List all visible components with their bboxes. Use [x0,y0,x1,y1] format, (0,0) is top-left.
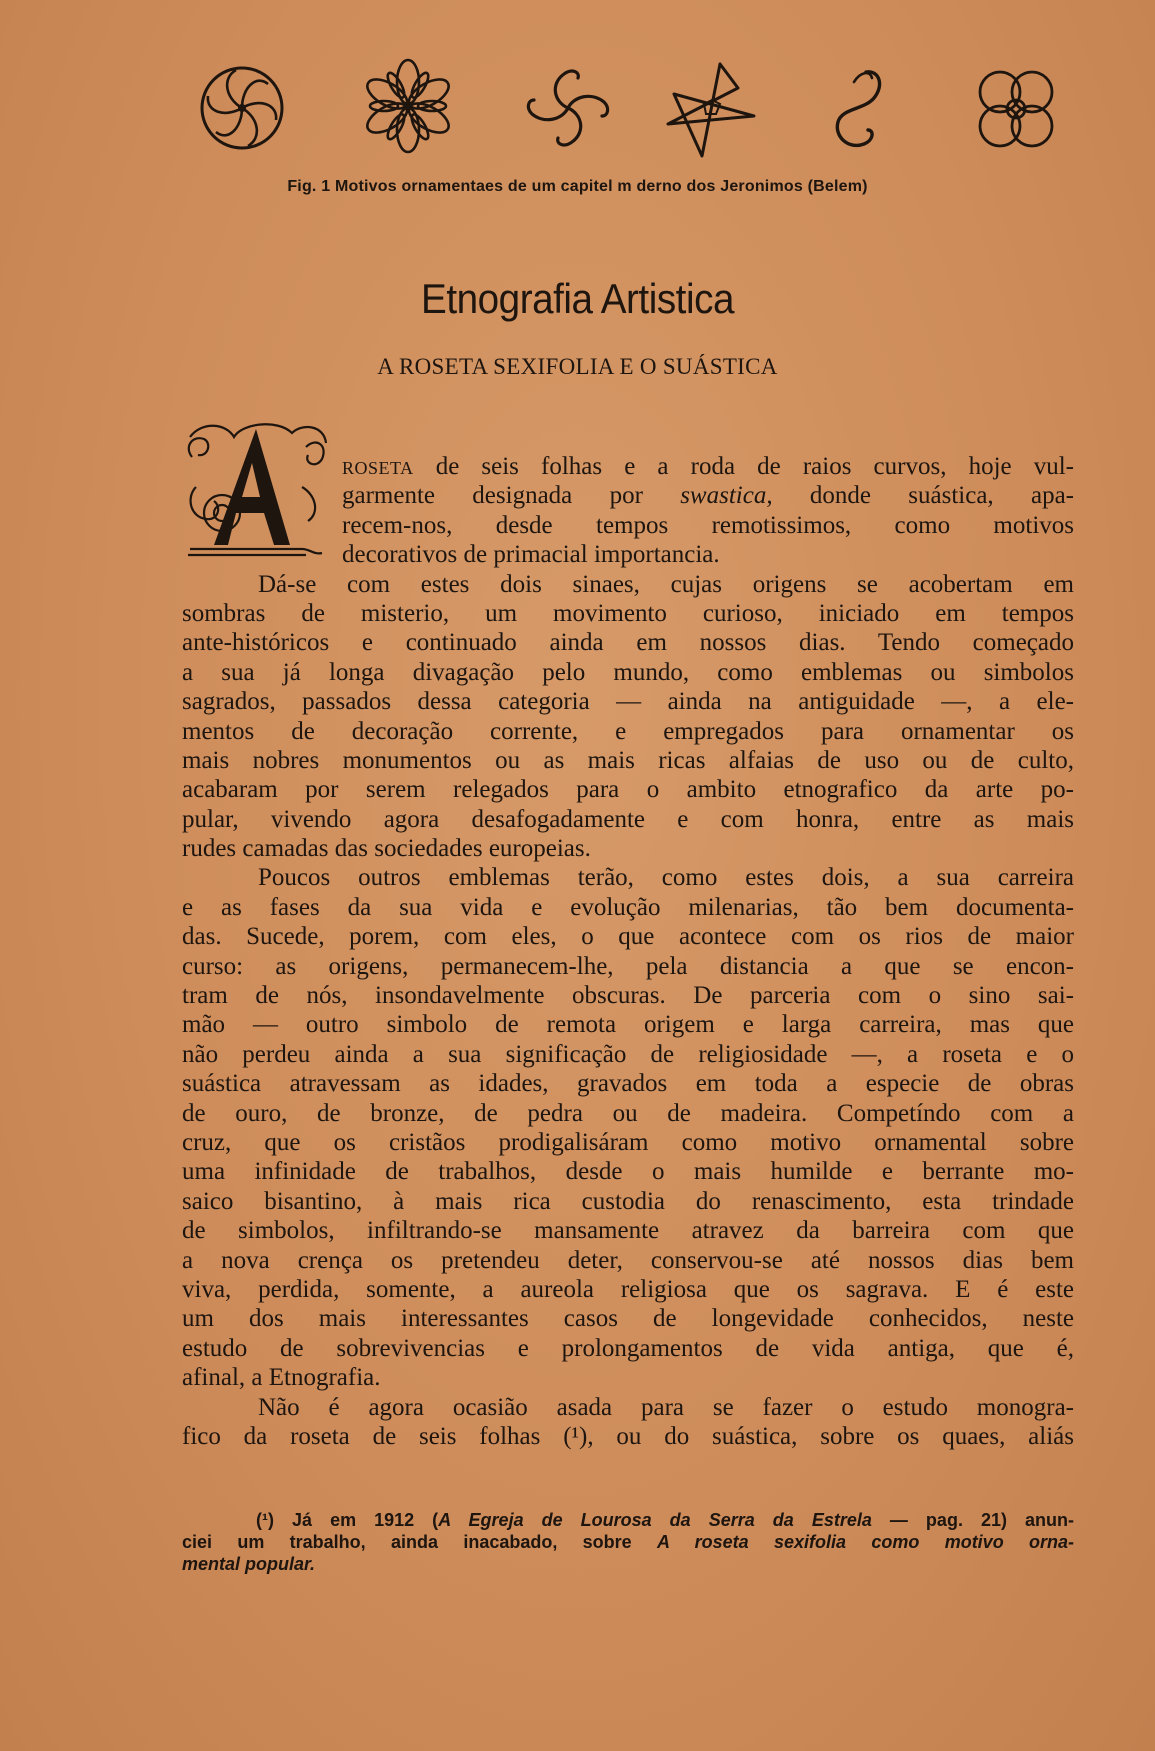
s-spiral-icon [812,64,904,156]
text-line: garmente designada por swastica, donde suástica, apa- [342,482,1074,510]
text-line: Poucos outros emblemas terão, como estes dois, a sua carreira [258,864,1074,892]
article-subtitle: A ROSETA SEXIFOLIA E O SUÁSTICA [377,354,778,379]
text-line: não perdeu ainda a sua significação de religiosidade —, a roseta e o [182,1040,1074,1068]
ornament-figure [190,62,1070,162]
footnote [182,1509,1074,1575]
text-line: das. Sucede, porem, com eles, o que acontece com os rios de maior [182,923,1074,951]
text-line: acabaram por serem relegados para o ambito etnografico da arte po- [182,776,1074,804]
rosette-whirl-icon [196,62,288,154]
text-line: Dá-se com estes dois sinaes, cujas origens se acobertam em [258,570,1074,598]
figure-caption: Fig. 1 Motivos ornamentaes de um capitel m derno dos Jeronimos (Belem) [287,178,868,195]
text-line: ROSETA de seis folhas e a roda de raios curvos, hoje vul- [342,453,1074,480]
pentagram-icon [654,60,764,160]
text-line: pular, vivendo agora desafogadamente e com honra, entre as mais [182,805,1074,833]
text-line: mais nobres monumentos ou as mais ricas alfaias de uso ou de culto, [182,746,1074,774]
text-line: estudo de sobrevivencias e prolongamentos de vida antiga, que é, [182,1334,1074,1362]
swastika-curved-icon [520,62,616,154]
text-line: uma infinidade de trabalhos, desde o mais humilde e berrante mo- [182,1158,1074,1186]
text-line: rudes camadas das sociedades europeias. [182,835,591,863]
footnote-line: (¹) Já em 1912 (A Egreja de Lourosa da Serra da Estrela — pag. 21) anun- [256,1510,1075,1530]
text-line: a sua já longa divagação pelo mundo, como emblemas ou simbolos [182,658,1074,686]
text-line: de ouro, de bronze, de pedra ou de madeira. Competíndo com a [182,1099,1074,1127]
text-line: tram de nós, insondavelmente obscuras. De parceria com o sino sai- [182,982,1074,1010]
text-line: e as fases da sua vida e evolução milenarias, tão bem documenta- [182,893,1074,921]
text-line: Não é agora ocasião asada para se fazer o estudo monogra- [258,1393,1074,1421]
text-line: a nova crença os pretendeu deter, conservou-se até nossos dias bem [182,1246,1074,1274]
text-line: fico da roseta de seis folhas (¹), ou do suástica, sobre os quaes, aliás [182,1422,1074,1450]
page-title: Etnografia Artistica [421,275,734,322]
text-line: sombras de misterio, um movimento curioso, iniciado em tempos [182,599,1074,627]
text-line: sagrados, passados dessa categoria — ainda na antiguidade —, a ele- [182,688,1074,716]
text-line: afinal, a Etnografia. [182,1364,381,1392]
text-line: decorativos de primacial importancia. [342,541,720,569]
quatrefoil-knot-icon [970,64,1062,156]
text-line: viva, perdida, somente, a aureola religiosa que os sagrava. E é este [182,1275,1074,1303]
text-line: de simbolos, infiltrando-se mansamente atravez da barreira com que [182,1217,1074,1245]
text-line: curso: as origens, permanecem-lhe, pela distancia a que se encon- [182,952,1074,980]
text-line: ante-históricos e continuado ainda em nossos dias. Tendo começado [182,629,1074,657]
article-body [182,452,1074,1451]
text-line: um dos mais interessantes casos de longevidade conhecidos, neste [182,1305,1074,1333]
text-line: recem-nos, desde tempos remotissimos, como motivos [342,511,1074,539]
text-line: cruz, que os cristãos prodigalisáram como motivo ornamental sobre [182,1128,1074,1156]
footnote-line: ciei um trabalho, ainda inacabado, sobre A roseta sexifolia como motivo orna- [182,1532,1075,1552]
text-line: mão — outro simbolo de remota origem e larga carreira, mas que [182,1011,1074,1039]
footnote-line: mental popular. [182,1554,316,1574]
text-line: mentos de decoração corrente, e empregados para ornamentar os [182,717,1074,745]
rosette-six-petal-icon [362,58,454,154]
text-line: saico bisantino, à mais rica custodia do renascimento, esta trindade [182,1187,1074,1215]
text-line: suástica atravessam as idades, gravados em toda a especie de obras [182,1070,1074,1098]
